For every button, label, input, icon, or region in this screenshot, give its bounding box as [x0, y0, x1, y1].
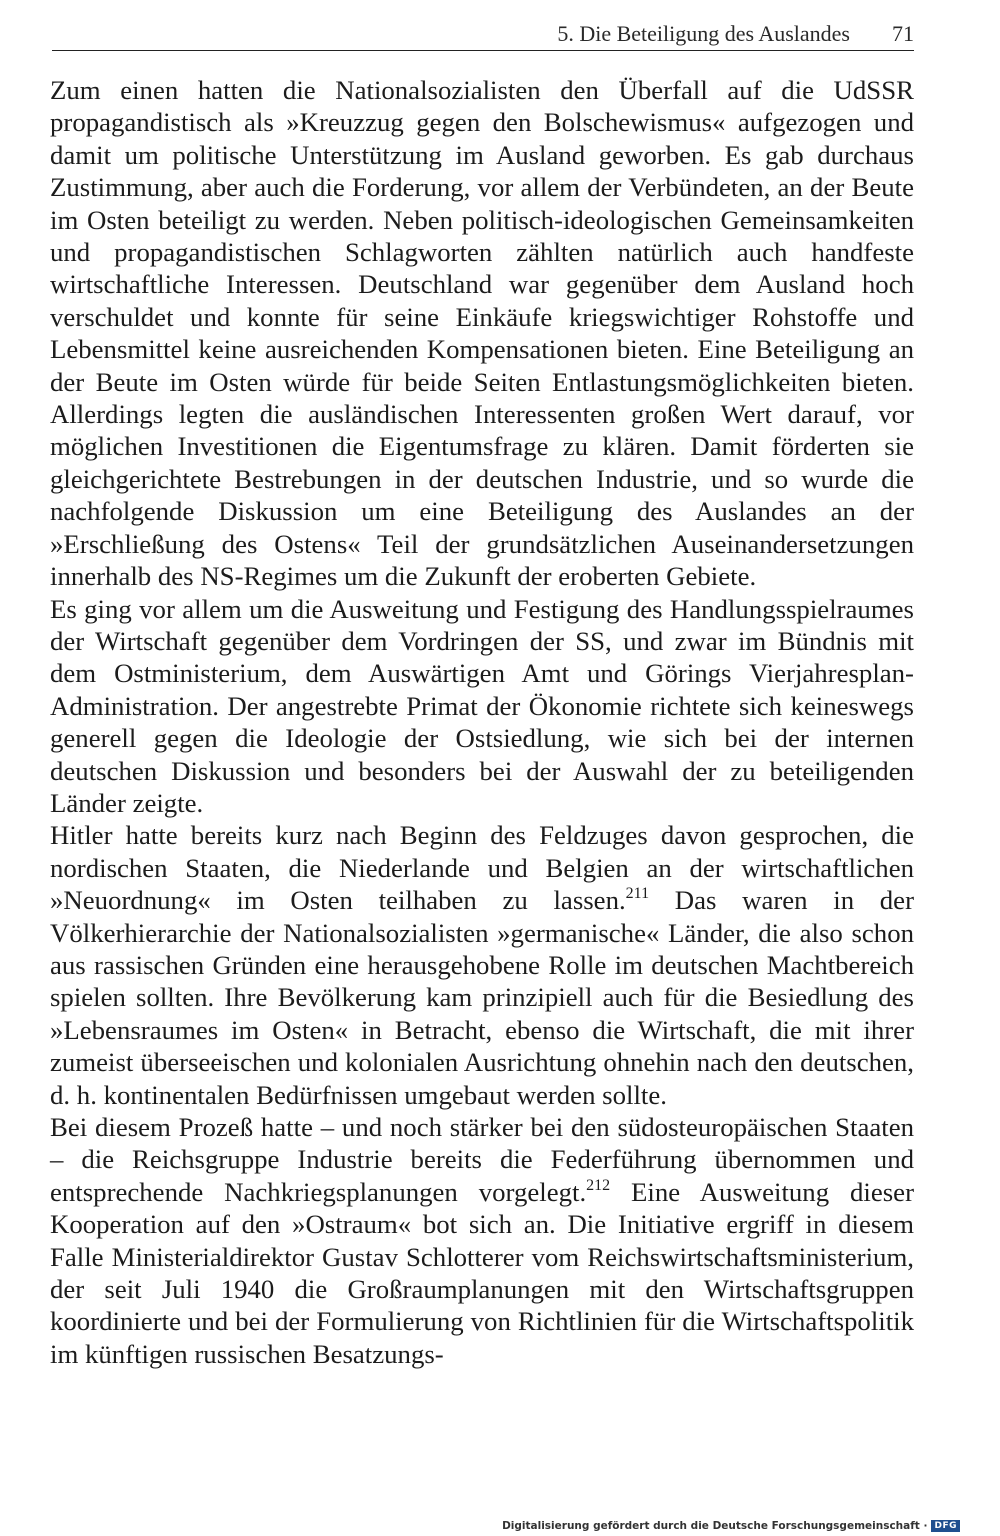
- dfg-logo-icon: DFG: [931, 1520, 960, 1532]
- paragraph: [50, 74, 914, 593]
- paragraph-text: Hitler hatte bereits kurz nach Beginn des Feldzuges davon gesprochen, die nordischen Staaten, die Niederlande und Belgien an der wirtschaftlichen »Neuordnung« im Osten teilhaben zu lassen.: [50, 820, 914, 916]
- paragraph: [50, 1111, 914, 1370]
- paragraph-text: Eine Ausweitung dieser Kooperation auf den »Ostraum« bot sich an. Die Initiative ergriff in diesem Falle Ministerialdirektor Gustav Schlotterer vom Reichswirtschaftsministerium, der seit Juli 1940 die Großraumplanungen mit den Wirtschaftsgruppen koordinierte und bei der Formulierung von Richtlinien für die Wirtschaftspolitik im künftigen russischen Besatzungs-: [50, 1176, 914, 1369]
- digitization-credit: [502, 1520, 960, 1532]
- footnote-marker: 212: [586, 1176, 611, 1194]
- paragraph: [50, 819, 914, 1111]
- paragraph-text: Es ging vor allem um die Ausweitung und Festigung des Handlungsspielraumes der Wirtschaft gegenüber dem Vordringen der SS, und zwar im Bündnis mit dem Ostministerium, dem Auswärtigen Amt und Görings Vierjahresplan-Administration. Der angestrebte Primat der Ökonomie richtete sich keineswegs generell gegen die Ideologie der Ostsiedlung, wie sich bei der internen deutschen Diskussion und besonders bei der Auswahl der zu beteiligenden Länder zeigte.: [50, 593, 914, 818]
- paragraph-text: Zum einen hatten die Nationalsozialisten den Überfall auf die UdSSR propagandistisch als »Kreuzzug gegen den Bolschewismus« aufgezogen und damit um politische Unterstützung im Ausland geworben. Es gab durchaus Zustimmung, aber auch die Forderung, vor allem der Verbündeten, an der Beute im Osten beteiligt zu werden. Neben politisch-ideologischen Gemeinsamkeiten und propagandistischen Schlagworten zählten natürlich auch handfeste wirtschaftliche Interessen. Deutschland war gegenüber dem Ausland hoch verschuldet und konnte für seine Einkäufe kriegswichtiger Rohstoffe und Lebensmittel keine ausreichenden Kompensationen bieten. Eine Beteiligung an der Beute im Osten würde für beide Seiten Entlastungsmöglichkeiten bieten. Allerdings legten die ausländischen Interessenten großen Wert darauf, vor möglichen Investitionen die Eigentumsfrage zu klären. Damit förderten sie gleichgerichtete Bestrebungen in der deutschen Industrie, und so wurde die nachfolgende Diskussion um eine Beteiligung des Auslandes an der »Erschließung des Ostens« Teil der grundsätzlichen Auseinandersetzungen innerhalb des NS-Regimes um die Zukunft der eroberten Gebiete.: [50, 75, 914, 592]
- body-text: [50, 74, 914, 1370]
- paragraph: [50, 593, 914, 820]
- chapter-title: 5. Die Beteiligung des Auslandes: [557, 21, 850, 46]
- paragraph-text: Bei diesem Prozeß hatte – und noch stärker bei den südosteuropäischen Staaten – die Reichsgruppe Industrie bereits die Federführung übernommen und entsprechende Nachkriegsplanungen vorgelegt.: [50, 1112, 914, 1207]
- footnote-marker: 211: [625, 885, 650, 903]
- running-header: [52, 18, 914, 51]
- page-number: 71: [892, 21, 914, 46]
- paragraph-text: Das waren in der Völkerhierarchie der Nationalsozialisten »germanische« Länder, die also schon aus rassischen Gründen eine herausgehobene Rolle im deutschen Machtbereich spielen sollten. Ihre Bevölkerung kam prinzipiell auch für die Besiedlung des »Lebensraumes im Osten« in Betracht, ebenso die Wirtschaft, die mit ihrer zumeist überseeischen und kolonialen Ausrichtung ohnehin nach den deutschen, d. h. kontinentalen Bedürfnissen umgebaut werden sollte.: [50, 885, 914, 1110]
- credit-text: Digitalisierung gefördert durch die Deutsche Forschungsgemeinschaft ·: [502, 1520, 928, 1532]
